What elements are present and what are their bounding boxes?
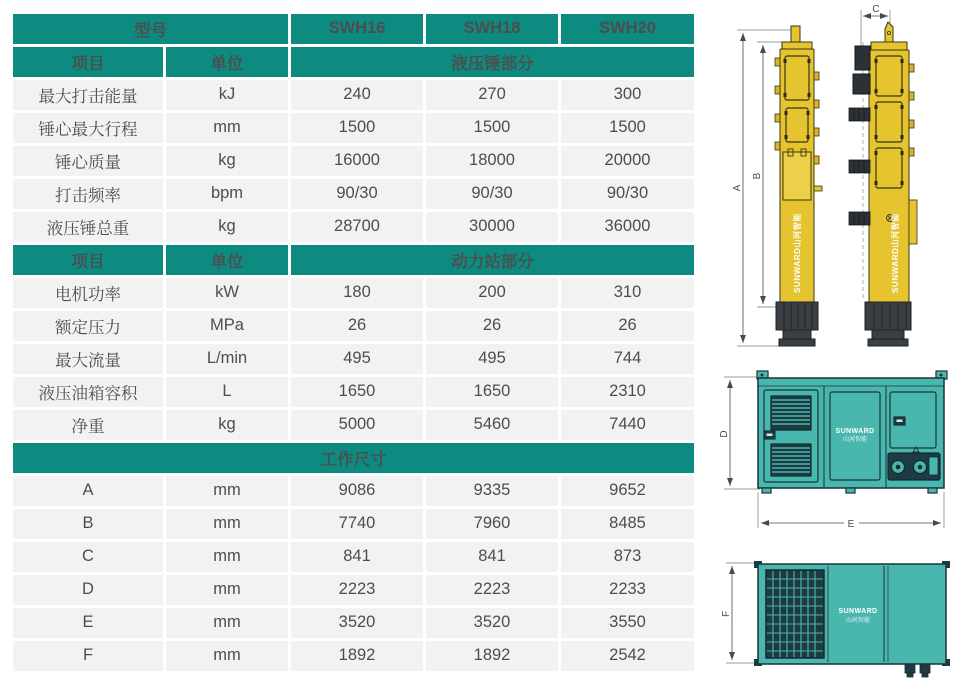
cell-value: 18000 <box>426 146 558 176</box>
table-row <box>13 344 694 374</box>
dim-label-A: A <box>732 184 743 192</box>
cell-value: 841 <box>426 542 558 572</box>
cell-item: 最大流量 <box>13 344 163 374</box>
cell-value: 2233 <box>561 575 694 605</box>
cell-item: 额定压力 <box>13 311 163 341</box>
cell-value: 240 <box>291 80 423 110</box>
model-swh20: SWH20 <box>561 14 694 44</box>
louver-grille <box>771 396 811 430</box>
cell-value: 26 <box>291 311 423 341</box>
table-row <box>13 476 694 506</box>
table-row <box>13 410 694 440</box>
hammer-brand-text: SUNWARD山河智能 <box>793 213 802 293</box>
table-row <box>13 113 694 143</box>
cell-unit: kg <box>166 410 288 440</box>
cell-item: C <box>13 542 163 572</box>
table-row <box>13 179 694 209</box>
side-connectors <box>849 108 870 225</box>
table-row <box>13 377 694 407</box>
cell-unit: L/min <box>166 344 288 374</box>
cell-value: 1500 <box>291 113 423 143</box>
cell-unit: mm <box>166 476 288 506</box>
cell-unit: mm <box>166 608 288 638</box>
cell-value: 2310 <box>561 377 694 407</box>
cell-unit: kJ <box>166 80 288 110</box>
cell-value: 180 <box>291 278 423 308</box>
table-row <box>13 608 694 638</box>
dim-label-D: D <box>719 430 730 438</box>
cell-item: 锤心最大行程 <box>13 113 163 143</box>
section-title-dimensions: 工作尺寸 <box>13 443 694 473</box>
cell-unit: mm <box>166 509 288 539</box>
cell-value: 2542 <box>561 641 694 671</box>
hammer-front-tower <box>775 26 822 346</box>
table-row <box>13 146 694 176</box>
cell-item: 净重 <box>13 410 163 440</box>
cell-value: 20000 <box>561 146 694 176</box>
sunward-logo-en: SUNWARD <box>835 428 875 435</box>
cell-value: 310 <box>561 278 694 308</box>
cell-value: 270 <box>426 80 558 110</box>
cell-value: 1892 <box>426 641 558 671</box>
cell-value: 9652 <box>561 476 694 506</box>
model-swh18: SWH18 <box>426 14 558 44</box>
table-row <box>13 542 694 572</box>
cell-value: 1500 <box>561 113 694 143</box>
cell-value: 200 <box>426 278 558 308</box>
louver-grille <box>771 444 811 476</box>
cell-value: 841 <box>291 542 423 572</box>
cell-value: 7960 <box>426 509 558 539</box>
cell-value: 1500 <box>426 113 558 143</box>
cell-value: 3520 <box>291 608 423 638</box>
item-label: 项目 <box>13 245 163 275</box>
table-row <box>13 278 694 308</box>
cell-value: 1892 <box>291 641 423 671</box>
cell-item: A <box>13 476 163 506</box>
cell-item: E <box>13 608 163 638</box>
cell-unit: bpm <box>166 179 288 209</box>
technical-drawings <box>700 0 960 695</box>
cell-unit: kg <box>166 146 288 176</box>
cell-item: D <box>13 575 163 605</box>
cell-item: 液压锤总重 <box>13 212 163 242</box>
cell-value: 2223 <box>291 575 423 605</box>
sunward-logo-en: SUNWARD <box>838 608 878 615</box>
sunward-logo-cn: 山河智能 <box>845 618 871 624</box>
section-header-power <box>13 245 694 275</box>
table-row <box>13 509 694 539</box>
cell-value: 30000 <box>426 212 558 242</box>
section-title-hammer: 液压锤部分 <box>291 47 694 77</box>
cell-value: 26 <box>561 311 694 341</box>
cell-value: 3550 <box>561 608 694 638</box>
dim-label-C: C <box>872 4 880 15</box>
cell-item: 锤心质量 <box>13 146 163 176</box>
cell-value: 9086 <box>291 476 423 506</box>
cell-unit: kW <box>166 278 288 308</box>
cell-item: B <box>13 509 163 539</box>
hammer-side-tower <box>849 22 917 346</box>
cell-unit: mm <box>166 113 288 143</box>
radiator-grid <box>766 570 824 658</box>
cell-unit: MPa <box>166 311 288 341</box>
cell-value: 300 <box>561 80 694 110</box>
sunward-logo-cn: 山河智能 <box>842 437 868 443</box>
cell-unit: mm <box>166 641 288 671</box>
cell-value: 1650 <box>291 377 423 407</box>
model-header-row <box>13 14 694 44</box>
model-label: 型号 <box>13 14 288 44</box>
cell-value: 5460 <box>426 410 558 440</box>
cell-item: 最大打击能量 <box>13 80 163 110</box>
cell-unit: mm <box>166 542 288 572</box>
table-row <box>13 641 694 671</box>
item-label: 项目 <box>13 47 163 77</box>
table-row <box>13 212 694 242</box>
dim-label-B: B <box>752 172 763 180</box>
cell-value: 8485 <box>561 509 694 539</box>
hammer-drawing <box>732 4 917 346</box>
hose-connectors <box>905 664 930 677</box>
cell-unit: mm <box>166 575 288 605</box>
cell-value: 5000 <box>291 410 423 440</box>
section-header-dimensions <box>13 443 694 473</box>
model-swh16: SWH16 <box>291 14 423 44</box>
spec-table <box>10 11 697 674</box>
cell-value: 36000 <box>561 212 694 242</box>
table-row <box>13 311 694 341</box>
cell-value: 2223 <box>426 575 558 605</box>
cell-value: 744 <box>561 344 694 374</box>
hammer-brand-text: SUNWARD山河智能 <box>891 213 900 293</box>
cell-value: 873 <box>561 542 694 572</box>
cell-value: 1650 <box>426 377 558 407</box>
cell-unit: L <box>166 377 288 407</box>
cell-value: 7740 <box>291 509 423 539</box>
cell-item: 打击频率 <box>13 179 163 209</box>
dim-label-F: F <box>721 610 732 618</box>
cell-value: 90/30 <box>291 179 423 209</box>
dim-label-E: E <box>847 519 855 530</box>
section-title-power: 动力站部分 <box>291 245 694 275</box>
cell-value: 16000 <box>291 146 423 176</box>
cell-value: 90/30 <box>561 179 694 209</box>
table-row <box>13 575 694 605</box>
table-row <box>13 80 694 110</box>
cell-unit: kg <box>166 212 288 242</box>
cell-value: 495 <box>291 344 423 374</box>
cell-item: F <box>13 641 163 671</box>
cell-value: 9335 <box>426 476 558 506</box>
unit-label: 单位 <box>166 47 288 77</box>
cell-value: 7440 <box>561 410 694 440</box>
section-header-hammer <box>13 47 694 77</box>
cell-value: 495 <box>426 344 558 374</box>
power-station-top-view <box>721 561 950 677</box>
power-station-side-view <box>719 371 947 530</box>
cell-item: 液压油箱容积 <box>13 377 163 407</box>
cell-value: 26 <box>426 311 558 341</box>
cell-value: 90/30 <box>426 179 558 209</box>
cell-item: 电机功率 <box>13 278 163 308</box>
cell-value: 28700 <box>291 212 423 242</box>
unit-label: 单位 <box>166 245 288 275</box>
cell-value: 3520 <box>426 608 558 638</box>
